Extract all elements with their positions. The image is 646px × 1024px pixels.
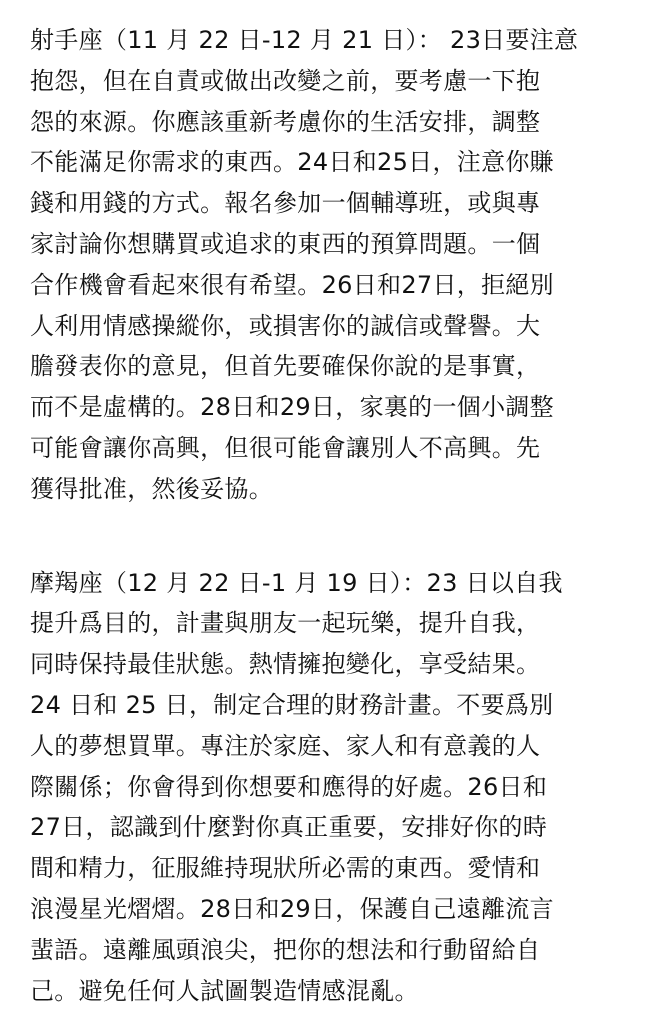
text-line: 抱怨，但在自責或做出改變之前，要考慮一下抱 [30, 66, 541, 95]
text-line: 浪漫星光熠熠。28日和29日，保護自己遠離流言 [30, 894, 554, 923]
paragraph-gap [30, 510, 630, 563]
text-line: 家討論你想購買或追求的東西的預算問題。一個 [30, 229, 541, 258]
text-line: 可能會讓你高興，但很可能會讓別人不高興。先 [30, 433, 541, 462]
sagittarius-paragraph [30, 20, 630, 510]
text-line: 人利用情感操縱你，或損害你的誠信或聲譽。大 [30, 311, 541, 340]
text-line: 間和精力，征服維持現狀所必需的東西。愛情和 [30, 854, 541, 883]
text-line: 同時保持最佳狀態。熱情擁抱變化，享受結果。 [30, 650, 541, 679]
text-line: 膽發表你的意見，但首先要確保你說的是事實， [30, 352, 541, 381]
text-line: 24 日和 25 日，制定合理的財務計畫。不要爲別 [30, 690, 554, 719]
text-line: 27日，認識到什麼對你真正重要，安排好你的時 [30, 813, 548, 842]
text-line: 射手座（11 月 22 日-12 月 21 日）： 23日要注意 [30, 26, 579, 54]
text-line: 摩羯座（12 月 22 日-1 月 19 日）：23 日以自我 [30, 568, 563, 597]
text-line: 蜚語。遠離風頭浪尖，把你的想法和行動留給自 [30, 935, 541, 964]
text-line: 己。避免任何人試圖製造情感混亂。 [30, 976, 419, 1005]
text-line: 合作機會看起來很有希望。26日和27日，拒絕別 [30, 270, 554, 299]
horoscope-document [30, 20, 630, 1011]
text-line: 怨的來源。你應該重新考慮你的生活安排，調整 [30, 107, 541, 136]
text-line: 錢和用錢的方式。報名參加一個輔導班，或與專 [30, 189, 541, 218]
text-line: 提升爲目的，計畫與朋友一起玩樂，提升自我， [30, 609, 541, 638]
text-line: 而不是虛構的。28日和29日，家裏的一個小調整 [30, 393, 554, 422]
text-line: 際關係；你會得到你想要和應得的好處。26日和 [30, 772, 548, 801]
text-line: 獲得批准，然後妥協。 [30, 474, 273, 503]
text-line: 不能滿足你需求的東西。24日和25日，注意你賺 [30, 148, 554, 177]
text-line: 人的夢想買單。專注於家庭、家人和有意義的人 [30, 731, 541, 760]
capricorn-paragraph [30, 563, 630, 1012]
